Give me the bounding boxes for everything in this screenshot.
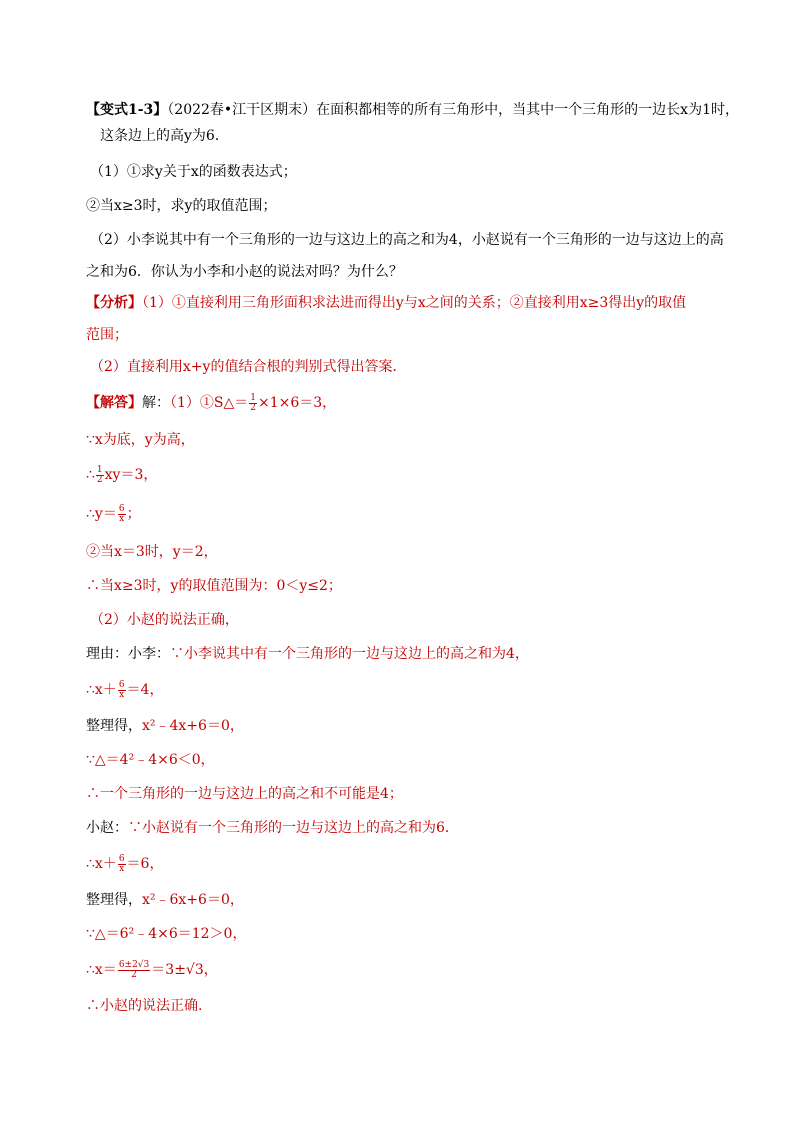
solution-line-2: ∵x为底，y为高， <box>86 432 195 448</box>
solution-line-16: ∵△＝6²﹣4×6＝12＞0， <box>86 926 247 942</box>
solution-line-10 <box>86 716 244 736</box>
fraction-denominator: 2 <box>131 969 137 980</box>
solution-s15-equation: x²﹣6x+6＝0， <box>142 892 244 908</box>
solution-s9-prefix: ∴x＋ <box>86 682 117 698</box>
analysis-text-1: （1）①直接利用三角形面积求法进而得出y与x之间的关系；②直接利用x≥3得出y的取值 <box>142 295 687 311</box>
problem-text-1: （2022春•江干区期末）在面积都相等的所有三角形中，当其中一个三角形的一边长x为1时， <box>167 102 739 118</box>
solution-intro: 解： <box>142 395 170 411</box>
fraction-denominator: 2 <box>96 474 103 485</box>
analysis-line-2: 范围； <box>86 327 128 343</box>
solution-line-17 <box>86 960 218 980</box>
fraction-roots <box>118 961 150 980</box>
solution-line-14 <box>86 854 163 874</box>
reason-label: 理由：小李： <box>86 646 170 662</box>
solution-s3-prefix: ∴ <box>86 467 95 483</box>
question-2b: 之和为6．你认为小李和小赵的说法对吗？为什么？ <box>86 264 403 280</box>
solution-line-18: ∴小赵的说法正确. <box>86 998 203 1014</box>
fraction-denominator: 2 <box>250 402 256 413</box>
fraction-numerator: 1 <box>250 392 256 403</box>
fraction-denominator: x <box>119 689 125 700</box>
question-1b: ②当x≥3时，求y的取值范围； <box>86 198 277 214</box>
solution-line-3 <box>86 465 157 485</box>
solution-line-12: ∴一个三角形的一边与这边上的高之和不可能是4； <box>86 786 403 802</box>
solution-s17-prefix: ∴x＝ <box>86 962 117 978</box>
fraction-numerator: 6 <box>118 679 125 690</box>
solution-line-1 <box>86 393 336 413</box>
simplify-label-2: 整理得， <box>86 892 142 908</box>
solution-line-9 <box>86 680 163 700</box>
fraction-denominator: x <box>119 513 125 524</box>
fraction-numerator: 1 <box>96 464 103 475</box>
solution-line-15 <box>86 890 244 910</box>
solution-s14-suffix: ＝6， <box>126 856 164 872</box>
solution-s1-suffix: ×1×6＝3， <box>258 395 337 411</box>
solution-tag: 【解答】 <box>86 395 142 411</box>
analysis-tag: 【分析】 <box>86 295 142 311</box>
solution-line-8 <box>86 644 529 664</box>
variant-tag: 【变式1-3】 <box>86 102 168 118</box>
fraction-numerator: 6 <box>118 503 125 514</box>
solution-s4-prefix: ∴y＝ <box>86 506 117 522</box>
simplify-label: 整理得， <box>86 718 142 734</box>
solution-line-6: ∴当x≥3时，y的取值范围为：0＜y≤2； <box>86 578 342 594</box>
question-1a: （1）①求y关于x的函数表达式； <box>90 164 297 180</box>
fraction-numerator: 6 <box>118 853 125 864</box>
solution-s17-suffix: ＝3±√3， <box>151 962 218 978</box>
solution-s3-suffix: xy＝3， <box>104 467 158 483</box>
fraction-denominator: x <box>119 863 125 874</box>
analysis-line-1 <box>86 293 686 313</box>
solution-s10-equation: x²﹣4x+6＝0， <box>142 718 244 734</box>
solution-s8-text: ∵小李说其中有一个三角形的一边与这边上的高之和为4， <box>170 646 529 662</box>
problem-line-1 <box>86 100 739 120</box>
solution-line-11: ∵△＝4²﹣4×6＜0， <box>86 752 215 768</box>
fraction-half <box>249 394 257 413</box>
solution-s1-prefix: （1）①S△＝ <box>170 395 249 411</box>
fraction-six-over-x <box>118 505 126 524</box>
solution-s9-suffix: ＝4， <box>126 682 164 698</box>
solution-s4-suffix: ； <box>126 506 141 522</box>
solution-line-13 <box>86 818 459 838</box>
solution-line-7: （2）小赵的说法正确， <box>90 612 239 628</box>
solution-s14-prefix: ∴x＋ <box>86 856 117 872</box>
solution-line-5: ②当x＝3时，y＝2， <box>86 544 218 560</box>
analysis-line-3: （2）直接利用x+y的值结合根的判别式得出答案． <box>90 359 407 375</box>
solution-s13-text: ∵小赵说有一个三角形的一边与这边上的高之和为6． <box>128 820 459 836</box>
question-2a: （2）小李说其中有一个三角形的一边与这边上的高之和为4，小赵说有一个三角形的一边与这边上的高 <box>90 232 724 248</box>
problem-line-2: 这条边上的高y为6． <box>100 128 229 144</box>
fraction-six-over-x-3 <box>118 855 126 874</box>
fraction-half-2 <box>96 466 104 485</box>
solution-line-4 <box>86 504 141 524</box>
fraction-numerator: 6±2√3 <box>118 959 150 970</box>
xiaozhao-label: 小赵： <box>86 820 128 836</box>
fraction-six-over-x-2 <box>118 681 126 700</box>
